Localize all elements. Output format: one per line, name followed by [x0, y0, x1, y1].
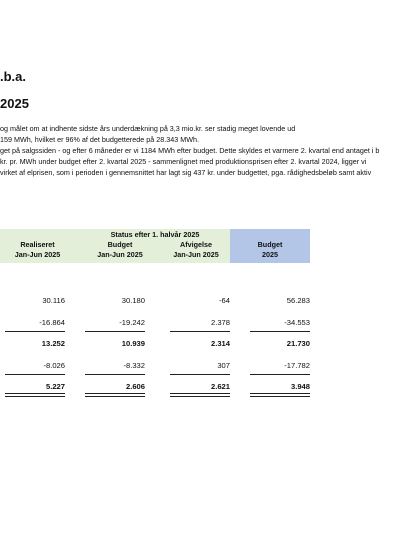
column-header-afvigelse [165, 240, 227, 259]
table-cell: 307 [217, 361, 230, 370]
table-cell: -17.782 [284, 361, 310, 370]
total-double-rule [250, 393, 310, 397]
table-cell: -19.242 [119, 318, 145, 327]
total-double-rule [85, 393, 145, 397]
subtotal-rule [250, 331, 310, 332]
table-cell: 10.939 [121, 339, 145, 348]
table-group-header: Status efter 1. halvår 2025 [110, 230, 200, 239]
table-cell: 2.378 [210, 318, 230, 327]
subtotal-rule [250, 374, 310, 375]
column-header-line: Afvigelse [180, 240, 212, 249]
column-header-line: Realiseret [20, 240, 55, 249]
table-cell: 3.948 [290, 382, 310, 391]
subtotal-rule [170, 374, 230, 375]
total-double-rule [5, 393, 65, 397]
table-cell: -34.553 [284, 318, 310, 327]
table-cell: 2.621 [210, 382, 230, 391]
table-cell: 30.180 [121, 296, 145, 305]
column-header-realiseret [0, 240, 75, 259]
document-title: .b.a. [0, 69, 27, 84]
subtotal-rule [85, 331, 145, 332]
table-cell: 5.227 [45, 382, 65, 391]
table-cell: -64 [219, 296, 230, 305]
paragraph-line-5: virket af elprisen, som i perioden i gennemsnittet har lagt sig 437 kr. under budgettet, pga. rådighedsbeløb samt aktiv [0, 168, 372, 177]
total-double-rule [170, 393, 230, 397]
table-cell: 13.252 [41, 339, 65, 348]
paragraph-line-2: 159 MWh, hvilket er 96% af det budgetterede på 28.343 MWh. [0, 135, 199, 144]
column-header-line: Jan-Jun 2025 [173, 249, 219, 259]
subtotal-rule [5, 374, 65, 375]
subtotal-rule [170, 331, 230, 332]
paragraph-line-4: kr. pr. MWh under budget efter 2. kvartal 2025 - sammenlignet med produktionsprisen efter 2. kvartal 2024, ligger vi [0, 157, 367, 166]
table-cell: 56.283 [286, 296, 310, 305]
table-cell: 21.730 [286, 339, 310, 348]
table-cell: -8.332 [123, 361, 145, 370]
column-header-line: Jan-Jun 2025 [14, 249, 61, 259]
subtotal-rule [85, 374, 145, 375]
column-header-line: Jan-Jun 2025 [97, 249, 143, 259]
subtotal-rule [5, 331, 65, 332]
column-header-budget-period [85, 240, 155, 259]
table-cell: 2.314 [210, 339, 230, 348]
document-subtitle: 2025 [0, 96, 29, 111]
table-cell: -8.026 [43, 361, 65, 370]
column-header-budget-year [230, 240, 310, 259]
table-cell: 30.116 [42, 296, 65, 305]
table-cell: 2.606 [125, 382, 145, 391]
paragraph-line-3: get på salgssiden - og efter 6 måneder er vi 1184 MWh efter budget. Dette skyldes et varmere 2. kvartal end antaget i b [0, 146, 380, 155]
table-cell: -16.864 [39, 318, 65, 327]
column-header-line: Budget [107, 240, 133, 249]
paragraph-line-1: og målet om at indhente sidste års underdækning på 3,3 mio.kr. ser stadig meget lovende ud [0, 124, 296, 133]
column-header-line: Budget [257, 240, 283, 249]
column-header-line: 2025 [262, 249, 278, 259]
